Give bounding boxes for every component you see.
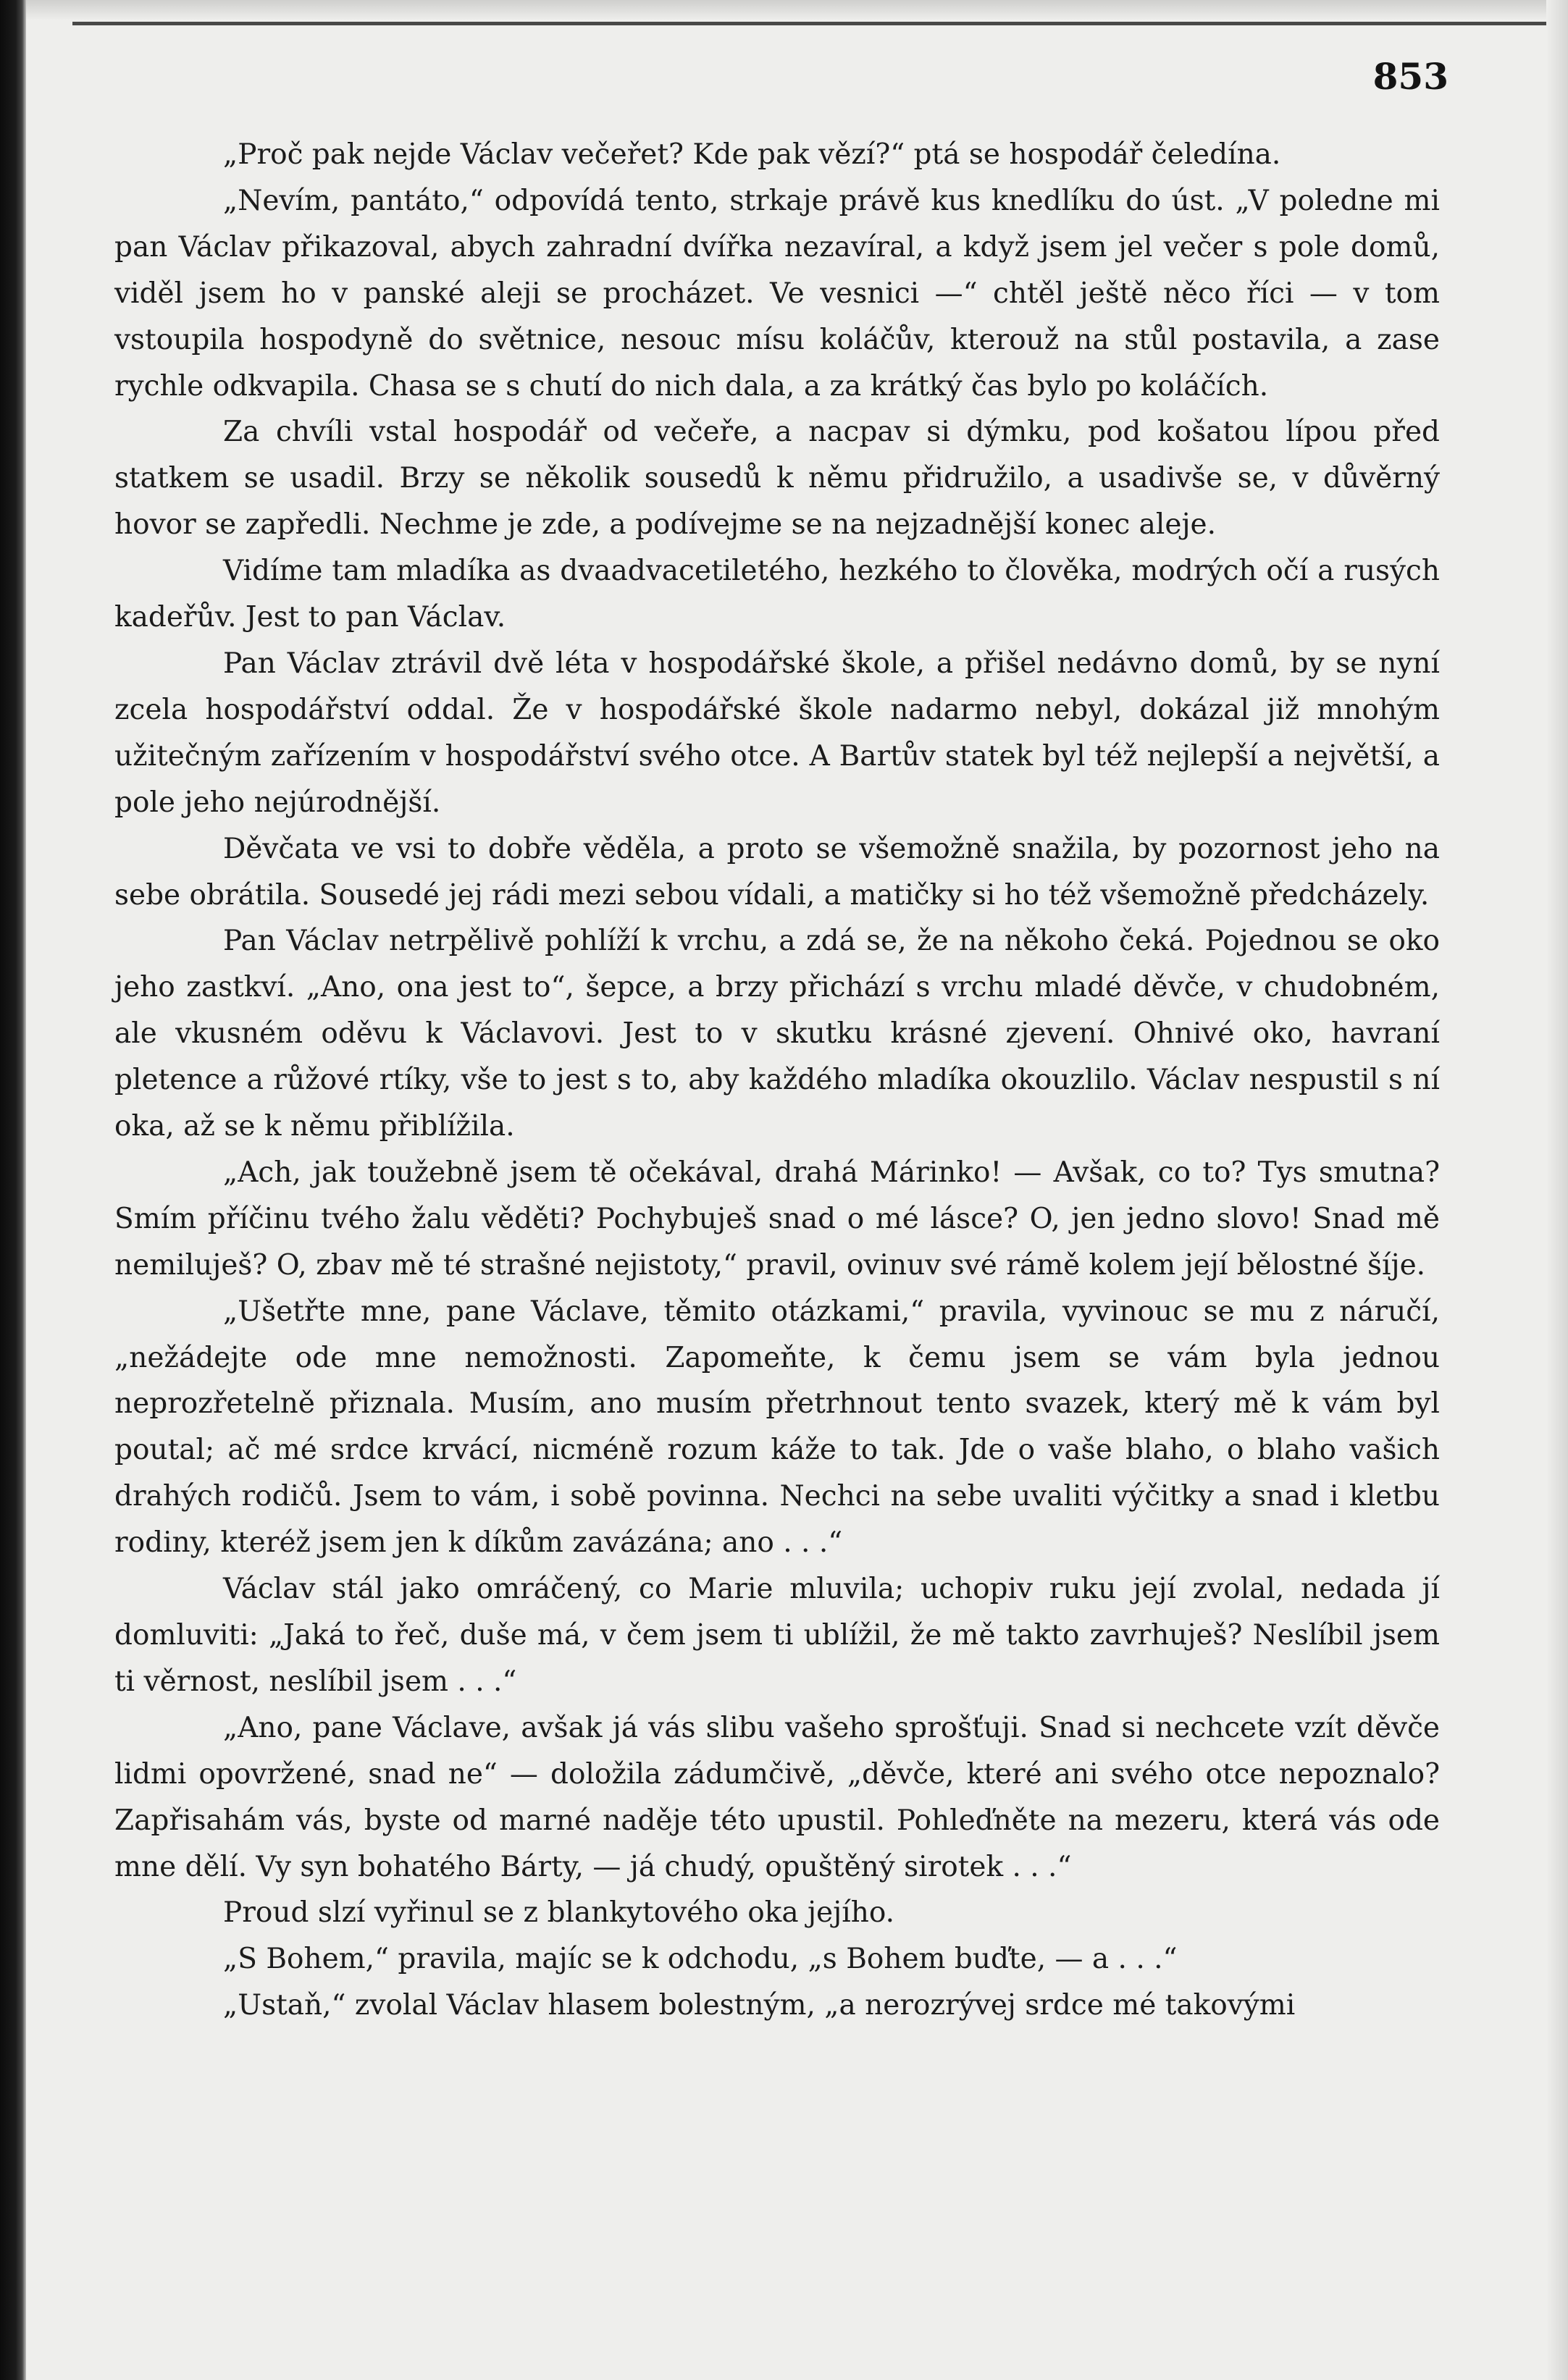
paragraph-12: Proud slzí vyřinul se z blankytového oka jejího.	[223, 1896, 895, 1930]
paragraph-10: Václav stál jako omráčený, co Marie mluvila; uchopiv ruku její zvolal, nedada jí domluviti: „Jaká to řeč, duše má, v čem jsem ti ublížil, že mě takto zavrhuješ? Neslíbil jsem ti věrnost, neslíbil jsem . . .“	[114, 1573, 1440, 1698]
paragraph-13: „S Bohem,“ pravila, majíc se k odchodu, „s Bohem buďte, — a . . .“	[223, 1943, 1178, 1976]
paragraph-14: „Ustaň,“ zvolal Václav hlasem bolestným, „a nerozrývej srdce mé takovými	[223, 1989, 1296, 2022]
body-text	[114, 132, 1440, 2029]
paragraph-8: „Ach, jak toužebně jsem tě očekával, drahá Márinko! — Avšak, co to? Tys smutna? Smím příčinu tvého žalu věděti? Pochybuješ snad o mé lásce? O, jen jedno slovo! Snad mě nemiluješ? O, zbav mě té strašné nejistoty,“ pravil, ovinuv své rámě kolem její bělostné šíje.	[114, 1156, 1440, 1282]
paragraph-7: Pan Václav netrpělivě pohlíží k vrchu, a zdá se, že na někoho čeká. Pojednou se oko jeho zastkví. „Ano, ona jest to“, šepce, a brzy přichází s vrchu mladé děvče, v chudobném, ale vkusném oděvu k Václavovi. Jest to v skutku krásné zjevení. Ohnivé oko, havraní pletence a růžové rtíky, vše to jest s to, aby každého mladíka okouzlilo. Václav nespustil s ní oka, až se k němu přiblížila.	[114, 925, 1440, 1143]
paragraph-5: Pan Václav ztrávil dvě léta v hospodářské škole, a přišel nedávno domů, by se nyní zcela hospodářství oddal. Že v hospodářské škole nadarmo nebyl, dokázal již mnohým užitečným zařízením v hospodářství svého otce. A Bartův statek byl též nejlepší a největší, a pole jeho nejúrodnější.	[114, 647, 1440, 819]
page-number: 853	[1372, 55, 1448, 98]
paragraph-1: „Proč pak nejde Václav večeřet? Kde pak vězí?“ ptá se hospodář čeledína.	[223, 138, 1281, 171]
binding-edge	[0, 0, 26, 2380]
paragraph-6: Děvčata ve vsi to dobře věděla, a proto se všemožně snažila, by pozornost jeho na sebe obrátila. Sousedé jej rádi mezi sebou vídali, a matičky si ho též všemožně předcházely.	[114, 832, 1440, 912]
paragraph-3: Za chvíli vstal hospodář od večeře, a nacpav si dýmku, pod košatou lípou před statkem se usadil. Brzy se několik sousedů k němu přidružilo, a usadivše se, v důvěrný hovor se zapředli. Nechme je zde, a podívejme se na nejzadnější konec aleje.	[114, 416, 1440, 542]
top-shadow	[26, 0, 1568, 20]
right-edge-shadow	[1546, 0, 1568, 2380]
paragraph-2: „Nevím, pantáto,“ odpovídá tento, strkaje právě kus knedlíku do úst. „V poledne mi pan Václav přikazoval, abych zahradní dvířka nezavíral, a když jsem jel večer s pole domů, viděl jsem ho v panské aleji se procházet. Ve vesnici —“ chtěl ještě něco říci — v tom vstoupila hospodyně do světnice, nesouc mísu koláčův, kterouž na stůl postavila, a zase rychle odkvapila. Chasa se s chutí do nich dala, a za krátký čas bylo po koláčích.	[114, 184, 1440, 403]
paragraph-4: Vidíme tam mladíka as dvaadvacetiletého, hezkého to člověka, modrých očí a rusých kadeřův. Jest to pan Václav.	[114, 555, 1440, 634]
top-rule	[72, 22, 1568, 25]
paragraph-9: „Ušetřte mne, pane Václave, těmito otázkami,“ pravila, vyvinouc se mu z náručí, „nežádejte ode mne nemožnosti. Zapomeňte, k čemu jsem se vám byla jednou neprozřetelně přiznala. Musím, ano musím přetrhnout tento svazek, který mě k vám byl poutal; ač mé srdce krvácí, nicméně rozum káže to tak. Jde o vaše blaho, o blaho vašich drahých rodičů. Jsem to vám, i sobě povinna. Nechci na sebe uvaliti výčitky a snad i kletbu rodiny, kteréž jsem jen k díkům zavázána; ano . . .“	[114, 1295, 1440, 1560]
paragraph-11: „Ano, pane Václave, avšak já vás slibu vašeho sprošťuji. Snad si nechcete vzít děvče lidmi opovržené, snad ne“ — doložila zádumčivě, „děvče, které ani svého otce nepoznalo? Zapřisahám vás, byste od marné naděje této upustil. Pohleďněte na mezeru, která vás ode mne dělí. Vy syn bohatého Bárty, — já chudý, opuštěný sirotek . . .“	[114, 1711, 1440, 1883]
